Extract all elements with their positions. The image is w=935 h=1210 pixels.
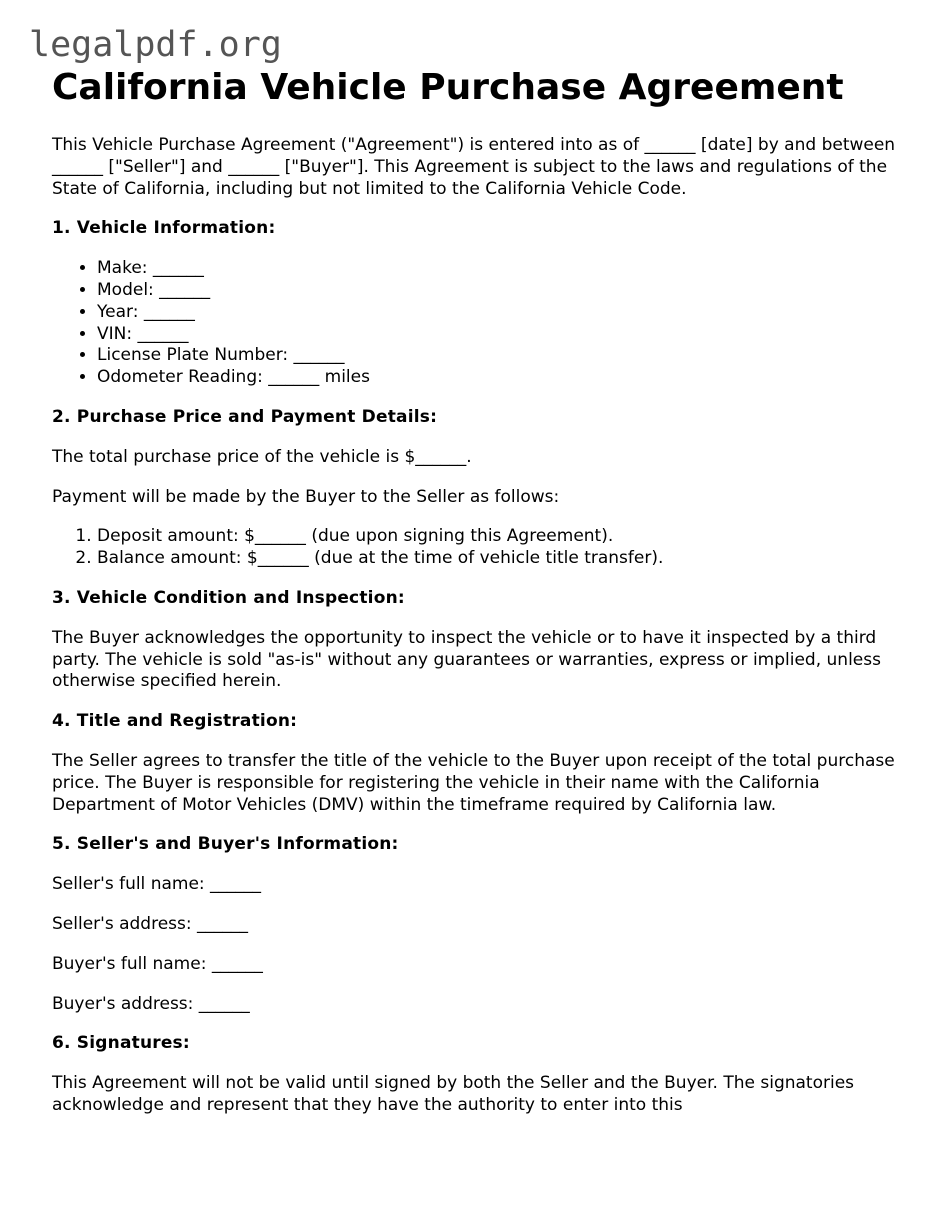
- section-3-heading: 3. Vehicle Condition and Inspection:: [52, 587, 405, 608]
- purchase-price-text: The total purchase price of the vehicle is $______.: [52, 446, 472, 467]
- list-item: • Odometer Reading: ______ miles: [97, 367, 902, 389]
- list-item: 1. Deposit amount: $______ (due upon signing this Agreement).: [97, 526, 902, 548]
- section-1-heading: 1. Vehicle Information:: [52, 218, 276, 239]
- section-4-heading: 4. Title and Registration:: [52, 711, 298, 732]
- document-body: [52, 66, 902, 1117]
- list-item: • Year: ______: [97, 302, 902, 324]
- list-item: • Make: ______: [97, 258, 902, 280]
- document-title: California Vehicle Purchase Agreement: [52, 67, 844, 108]
- section-6-heading: 6. Signatures:: [52, 1033, 190, 1054]
- list-item: • License Plate Number: ______: [97, 345, 902, 367]
- buyer-name-field: Buyer's full name: ______: [52, 953, 263, 974]
- section-5-heading: 5. Seller's and Buyer's Information:: [52, 834, 399, 855]
- list-item: • VIN: ______: [97, 324, 902, 346]
- buyer-address-field: Buyer's address: ______: [52, 993, 250, 1014]
- section-2-heading: 2. Purchase Price and Payment Details:: [52, 406, 438, 427]
- signatures-paragraph: This Agreement will not be valid until signed by both the Seller and the Buyer. The signatories acknowledge and represent that they have the authority to enter into this: [52, 1073, 855, 1115]
- payment-intro-text: Payment will be made by the Buyer to the Seller as follows:: [52, 486, 560, 507]
- payment-list: [52, 526, 902, 570]
- list-item: 2. Balance amount: $______ (due at the time of vehicle title transfer).: [97, 548, 902, 570]
- title-registration-paragraph: The Seller agrees to transfer the title of the vehicle to the Buyer upon receipt of the total purchase price. The Buyer is responsible for registering the vehicle in their name with the California Department of Motor Vehicles (DMV) within the timeframe required by California law.: [52, 750, 895, 815]
- vehicle-info-list: [52, 258, 902, 389]
- intro-paragraph: This Vehicle Purchase Agreement ("Agreement") is entered into as of ______ [date] by and between ______ ["Seller"] and ______ ["Buyer"]. This Agreement is subject to the laws and regulations of the State of California, including but not limited to the California Vehicle Code.: [52, 135, 896, 199]
- seller-name-field: Seller's full name: ______: [52, 874, 262, 895]
- site-watermark: legalpdf.org: [29, 25, 282, 65]
- condition-paragraph: The Buyer acknowledges the opportunity to inspect the vehicle or to have it inspected by a third party. The vehicle is sold "as-is" without any guarantees or warranties, express or implied, unless otherwise specified herein.: [52, 627, 881, 692]
- seller-address-field: Seller's address: ______: [52, 913, 248, 934]
- list-item: • Model: ______: [97, 280, 902, 302]
